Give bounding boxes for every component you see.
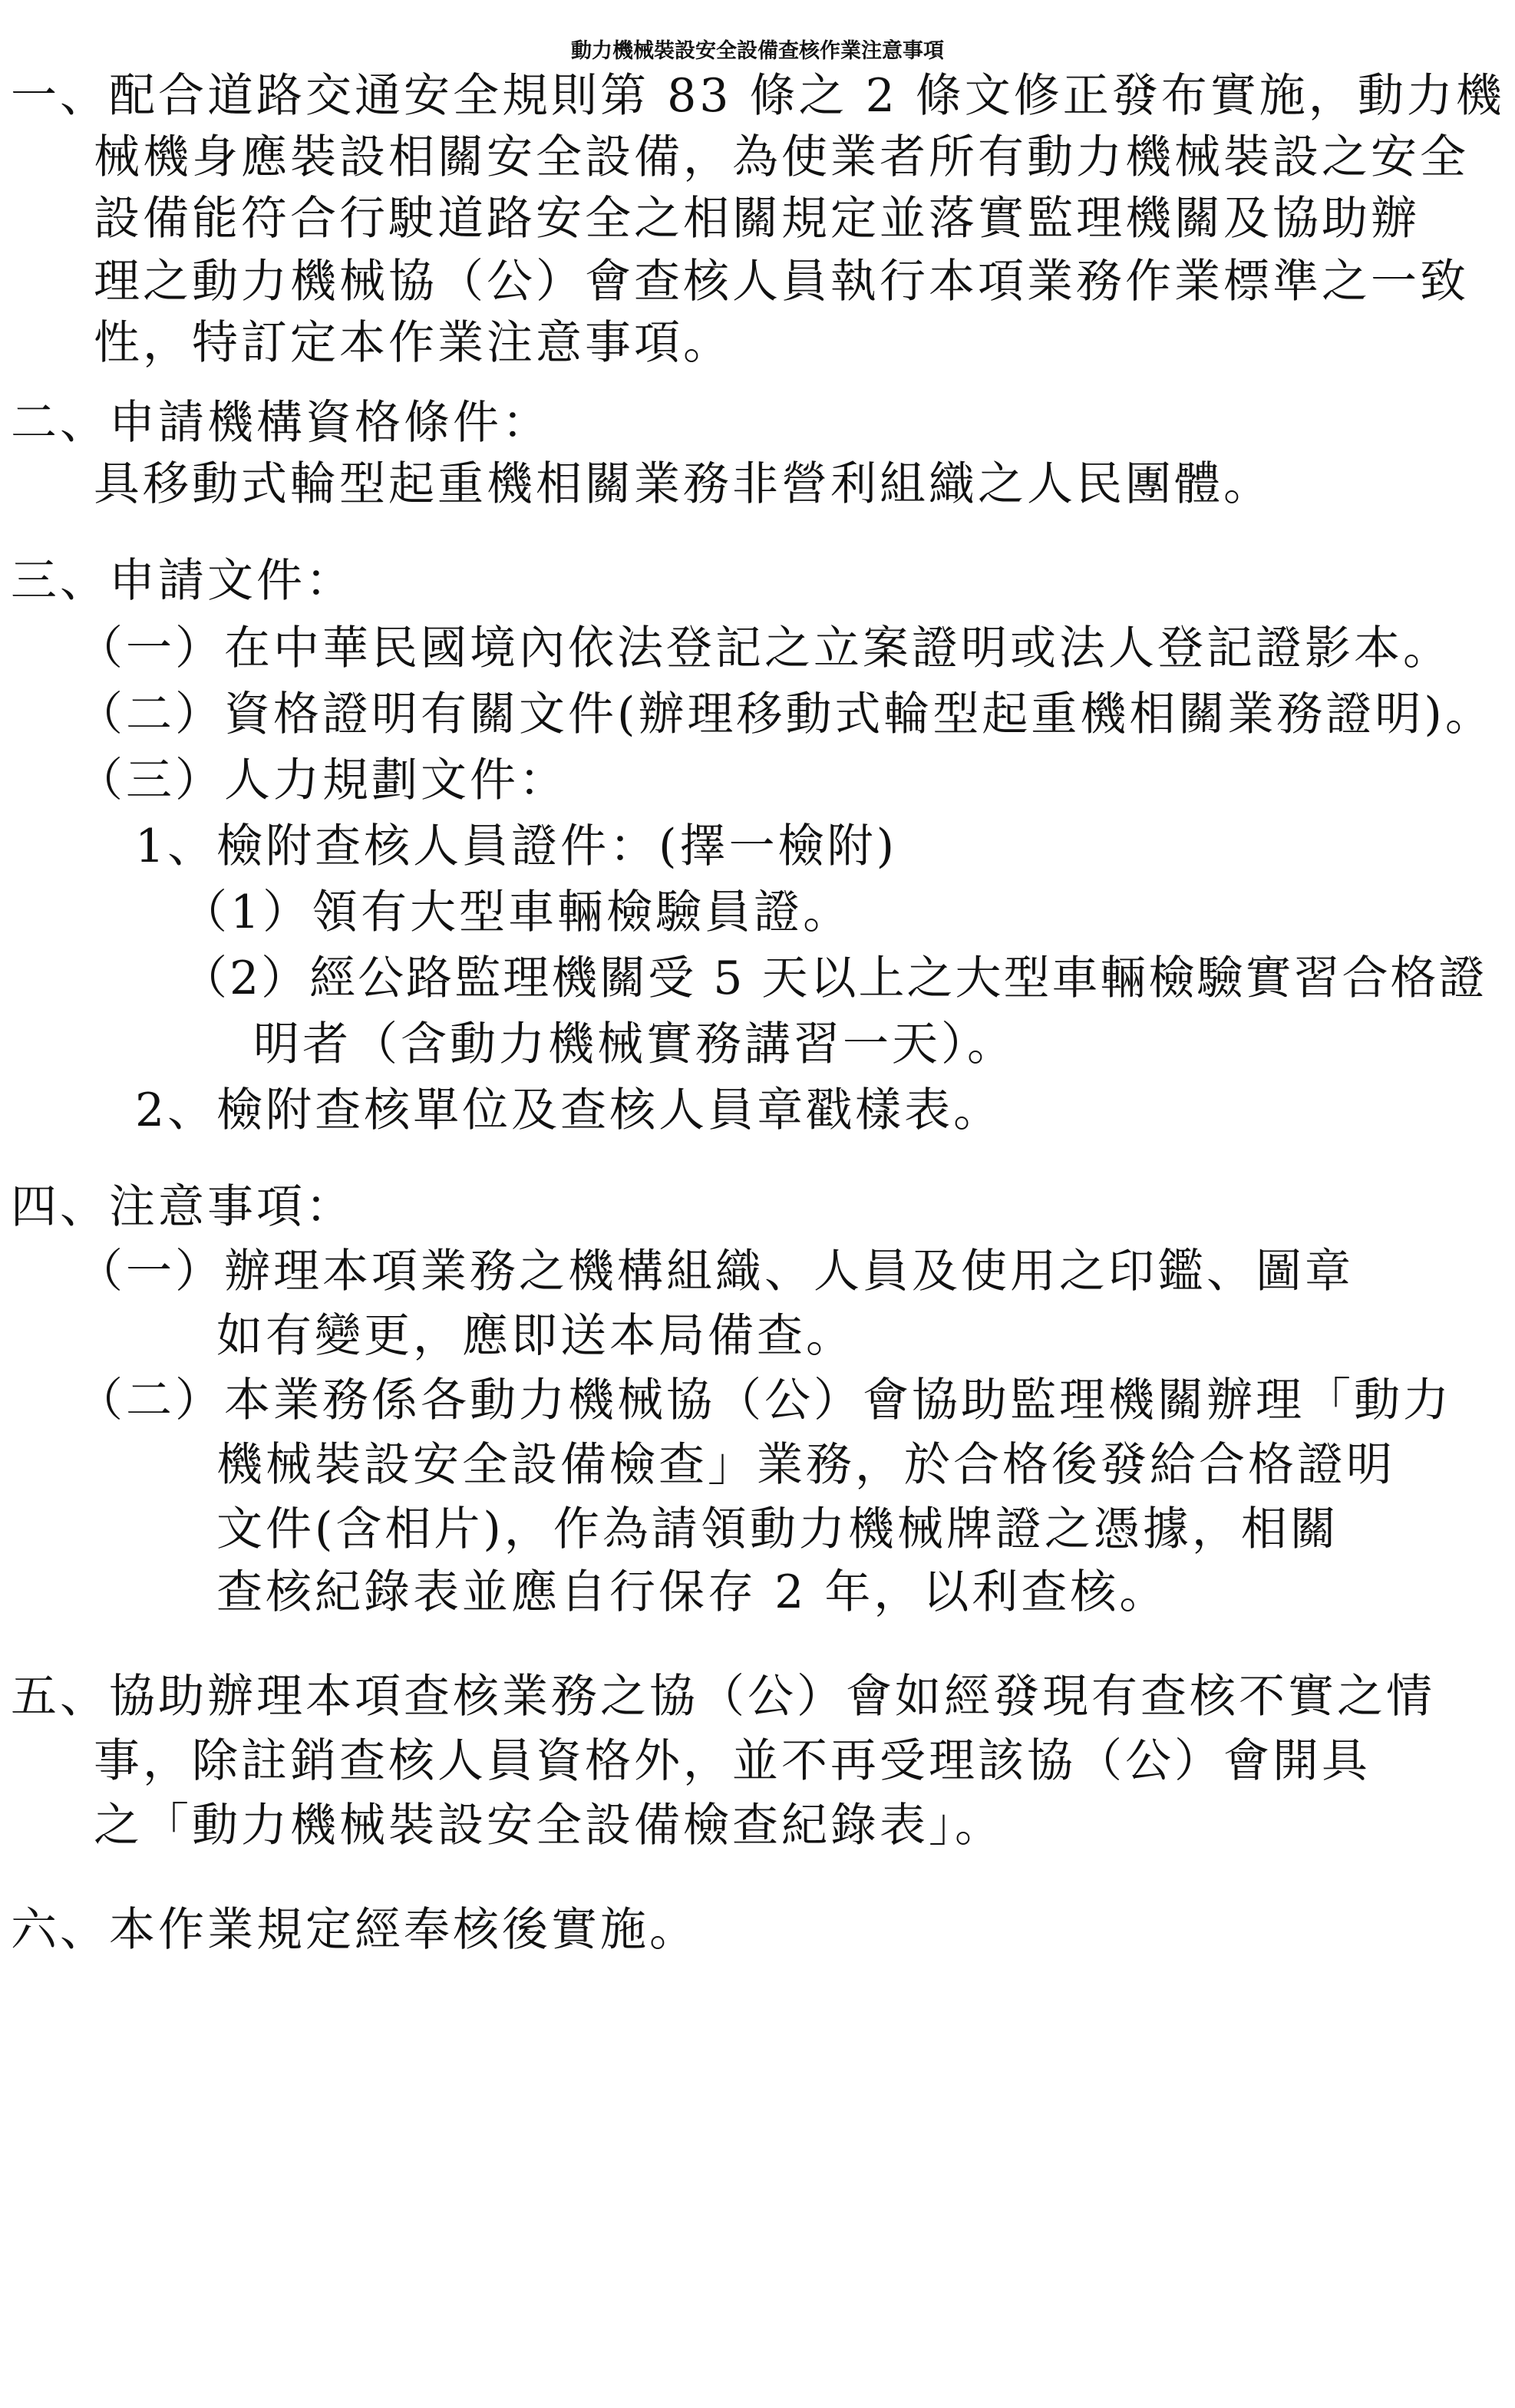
- section-3-sub-1: 1、檢附查核人員證件：(擇一檢附): [135, 820, 897, 873]
- section-3-sub-2: 2、檢附查核單位及查核人員章戳樣表。: [135, 1084, 1003, 1137]
- section-1-line-5: 性，特訂定本作業注意事項。: [94, 316, 732, 370]
- section-6-text: 六、本作業規定經奉核後實施。: [11, 1903, 698, 1957]
- section-5-line-3: 之「動力機械裝設安全設備檢查紀錄表」。: [94, 1799, 1004, 1852]
- section-4-item-2-line-3: 文件(含相片)，作為請領動力機械牌證之憑據，相關: [216, 1503, 1339, 1556]
- section-5-line-2: 事，除註銷查核人員資格外，並不再受理該協（公）會開具: [94, 1734, 1371, 1788]
- section-3-item-2: （二）資格證明有關文件(辦理移動式輪型起重機相關業務證明)。: [77, 688, 1494, 741]
- section-4-heading: 四、注意事項：: [11, 1180, 355, 1234]
- section-1-line-4: 理之動力機械協（公）會查核人員執行本項業務作業標準之一致: [94, 255, 1469, 308]
- document-title: 動力機械裝設安全設備查核作業注意事項: [571, 39, 944, 63]
- section-3-sub-1b-line-1: （2）經公路監理機關受 5 天以上之大型車輛檢驗實習合格證: [181, 952, 1487, 1005]
- section-2-heading: 二、申請機構資格條件：: [11, 396, 551, 450]
- section-3-item-1: （一）在中華民國境內依法登記之立案證明或法人登記證影本。: [77, 622, 1452, 675]
- section-1-line-3: 設備能符合行駛道路安全之相關規定並落實監理機關及協助辦: [94, 192, 1420, 246]
- section-3-sub-1a: （1）領有大型車輛檢驗員證。: [181, 886, 853, 939]
- section-4-item-1-line-1: （一）辦理本項業務之機構組織、人員及使用之印鑑、圖章: [77, 1245, 1354, 1298]
- section-2-body: 具移動式輪型起重機相關業務非營利組織之人民團體。: [94, 457, 1272, 511]
- section-3-heading: 三、申請文件：: [11, 554, 355, 608]
- section-4-item-2-line-1: （二）本業務係各動力機械協（公）會協助監理機關辦理「動力: [77, 1374, 1452, 1427]
- section-1-line-2: 械機身應裝設相關安全設備，為使業者所有動力機械裝設之安全: [94, 130, 1469, 184]
- section-3-item-3: （三）人力規劃文件：: [77, 754, 568, 807]
- section-1-line-1: 一、配合道路交通安全規則第 83 條之 2 條文修正發布實施，動力機: [11, 69, 1505, 123]
- section-4-item-1-line-2: 如有變更，應即送本局備查。: [216, 1309, 855, 1363]
- section-5-line-1: 五、協助辦理本項查核業務之協（公）會如經發現有查核不實之情: [11, 1670, 1435, 1724]
- section-4-item-2-line-2: 機械裝設安全設備檢查」業務，於合格後發給合格證明: [216, 1438, 1395, 1492]
- section-3-sub-1b-line-2: 明者（含動力機械實務講習一天）。: [253, 1018, 1016, 1071]
- section-4-item-2-line-4: 查核紀錄表並應自行保存 2 年，以利查核。: [216, 1565, 1169, 1619]
